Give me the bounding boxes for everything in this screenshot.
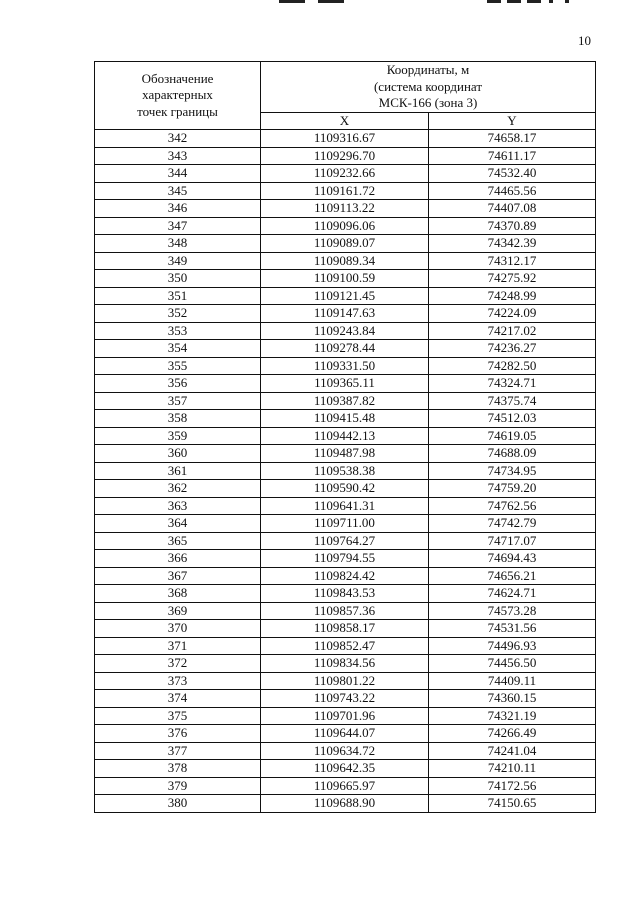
x-column-header: X (261, 112, 429, 130)
point-cell: 345 (95, 182, 261, 200)
table-row (95, 305, 596, 323)
y-coordinate-cell: 74496.93 (429, 637, 596, 655)
point-cell: 348 (95, 235, 261, 253)
x-coordinate-cell: 1109743.22 (261, 690, 429, 708)
table-row (95, 287, 596, 305)
x-coordinate-cell: 1109316.67 (261, 130, 429, 148)
table-row (95, 217, 596, 235)
y-coordinate-cell: 74241.04 (429, 742, 596, 760)
y-coordinate-cell: 74573.28 (429, 602, 596, 620)
x-coordinate-cell: 1109161.72 (261, 182, 429, 200)
table-row (95, 742, 596, 760)
y-coordinate-cell: 74342.39 (429, 235, 596, 253)
y-coordinate-cell: 74611.17 (429, 147, 596, 165)
point-cell: 362 (95, 480, 261, 498)
table-row (95, 550, 596, 568)
point-cell: 366 (95, 550, 261, 568)
table-row (95, 200, 596, 218)
table-row (95, 672, 596, 690)
points-header-line-1: Обозначение (141, 70, 214, 86)
point-cell: 355 (95, 357, 261, 375)
point-cell: 368 (95, 585, 261, 603)
y-coordinate-cell: 74759.20 (429, 480, 596, 498)
x-coordinate-cell: 1109641.31 (261, 497, 429, 515)
x-coordinate-cell: 1109764.27 (261, 532, 429, 550)
y-coordinate-cell: 74619.05 (429, 427, 596, 445)
point-cell: 347 (95, 217, 261, 235)
table-header (95, 62, 596, 130)
coords-header-line-1: Координаты, м (386, 62, 470, 77)
x-coordinate-cell: 1109113.22 (261, 200, 429, 218)
point-cell: 378 (95, 760, 261, 778)
point-cell: 369 (95, 602, 261, 620)
x-coordinate-cell: 1109121.45 (261, 287, 429, 305)
x-coordinate-cell: 1109387.82 (261, 392, 429, 410)
point-cell: 360 (95, 445, 261, 463)
table-row (95, 567, 596, 585)
point-cell: 375 (95, 707, 261, 725)
x-coordinate-cell: 1109232.66 (261, 165, 429, 183)
x-coordinate-cell: 1109794.55 (261, 550, 429, 568)
y-coordinate-cell: 74266.49 (429, 725, 596, 743)
point-cell: 356 (95, 375, 261, 393)
x-coordinate-cell: 1109538.38 (261, 462, 429, 480)
y-coordinate-cell: 74512.03 (429, 410, 596, 428)
table-row (95, 322, 596, 340)
x-coordinate-cell: 1109801.22 (261, 672, 429, 690)
table-row (95, 182, 596, 200)
y-coordinate-cell: 74694.43 (429, 550, 596, 568)
x-coordinate-cell: 1109642.35 (261, 760, 429, 778)
table-row (95, 410, 596, 428)
top-scan-marks (275, 0, 575, 4)
y-coordinate-cell: 74217.02 (429, 322, 596, 340)
table-row (95, 375, 596, 393)
point-cell: 359 (95, 427, 261, 445)
point-cell: 376 (95, 725, 261, 743)
x-coordinate-cell: 1109858.17 (261, 620, 429, 638)
table-row (95, 462, 596, 480)
y-coordinate-cell: 74360.15 (429, 690, 596, 708)
table-row (95, 690, 596, 708)
table-row (95, 270, 596, 288)
y-coordinate-cell: 74210.11 (429, 760, 596, 778)
y-coordinate-cell: 74762.56 (429, 497, 596, 515)
table-row (95, 637, 596, 655)
point-cell: 377 (95, 742, 261, 760)
coordinates-group-header (261, 62, 596, 113)
y-coordinate-cell: 74282.50 (429, 357, 596, 375)
y-coordinate-cell: 74150.65 (429, 795, 596, 813)
y-coordinate-cell: 74624.71 (429, 585, 596, 603)
y-coordinate-cell: 74224.09 (429, 305, 596, 323)
table-row (95, 480, 596, 498)
y-coordinate-cell: 74370.89 (429, 217, 596, 235)
x-coordinate-cell: 1109634.72 (261, 742, 429, 760)
point-cell: 343 (95, 147, 261, 165)
point-cell: 372 (95, 655, 261, 673)
point-cell: 342 (95, 130, 261, 148)
x-coordinate-cell: 1109644.07 (261, 725, 429, 743)
point-cell: 353 (95, 322, 261, 340)
point-cell: 350 (95, 270, 261, 288)
point-cell: 346 (95, 200, 261, 218)
point-cell: 344 (95, 165, 261, 183)
y-coordinate-cell: 74688.09 (429, 445, 596, 463)
table-row (95, 725, 596, 743)
x-coordinate-cell: 1109701.96 (261, 707, 429, 725)
x-coordinate-cell: 1109296.70 (261, 147, 429, 165)
table-row (95, 707, 596, 725)
table-row (95, 340, 596, 358)
point-cell: 371 (95, 637, 261, 655)
x-coordinate-cell: 1109089.07 (261, 235, 429, 253)
y-coordinate-cell: 74409.11 (429, 672, 596, 690)
x-coordinate-cell: 1109089.34 (261, 252, 429, 270)
table-row (95, 165, 596, 183)
coords-header-line-2: (система координат (373, 78, 483, 94)
y-coordinate-cell: 74407.08 (429, 200, 596, 218)
table-row (95, 427, 596, 445)
x-coordinate-cell: 1109824.42 (261, 567, 429, 585)
table-row (95, 777, 596, 795)
x-coordinate-cell: 1109147.63 (261, 305, 429, 323)
points-header-line-2: характерных (142, 87, 213, 103)
y-coordinate-cell: 74236.27 (429, 340, 596, 358)
point-cell: 365 (95, 532, 261, 550)
points-header-line-3: точек границы (137, 103, 218, 119)
point-cell: 379 (95, 777, 261, 795)
table-row (95, 585, 596, 603)
y-coordinate-cell: 74312.17 (429, 252, 596, 270)
boundary-points-table (94, 61, 596, 813)
y-coordinate-cell: 74375.74 (429, 392, 596, 410)
table-row (95, 760, 596, 778)
point-cell: 358 (95, 410, 261, 428)
point-cell: 361 (95, 462, 261, 480)
point-cell: 373 (95, 672, 261, 690)
x-coordinate-cell: 1109688.90 (261, 795, 429, 813)
page-number: 10 (578, 33, 591, 48)
table-row (95, 795, 596, 813)
y-coordinate-cell: 74742.79 (429, 515, 596, 533)
y-coordinate-cell: 74321.19 (429, 707, 596, 725)
y-coordinate-cell: 74172.56 (429, 777, 596, 795)
y-column-header: Y (429, 112, 596, 130)
x-coordinate-cell: 1109487.98 (261, 445, 429, 463)
table-row (95, 147, 596, 165)
y-coordinate-cell: 74658.17 (429, 130, 596, 148)
x-coordinate-cell: 1109857.36 (261, 602, 429, 620)
x-coordinate-cell: 1109665.97 (261, 777, 429, 795)
y-coordinate-cell: 74456.50 (429, 655, 596, 673)
x-coordinate-cell: 1109331.50 (261, 357, 429, 375)
y-coordinate-cell: 74324.71 (429, 375, 596, 393)
y-coordinate-cell: 74734.95 (429, 462, 596, 480)
x-coordinate-cell: 1109590.42 (261, 480, 429, 498)
x-coordinate-cell: 1109843.53 (261, 585, 429, 603)
table-row (95, 532, 596, 550)
table-body (95, 130, 596, 813)
x-coordinate-cell: 1109243.84 (261, 322, 429, 340)
x-coordinate-cell: 1109852.47 (261, 637, 429, 655)
point-cell: 364 (95, 515, 261, 533)
x-coordinate-cell: 1109834.56 (261, 655, 429, 673)
y-coordinate-cell: 74248.99 (429, 287, 596, 305)
x-coordinate-cell: 1109711.00 (261, 515, 429, 533)
y-coordinate-cell: 74532.40 (429, 165, 596, 183)
point-cell: 370 (95, 620, 261, 638)
point-cell: 351 (95, 287, 261, 305)
table-row (95, 515, 596, 533)
table-row (95, 252, 596, 270)
point-cell: 349 (95, 252, 261, 270)
coords-header-line-3: МСК-166 (зона 3) (378, 95, 478, 110)
table-row (95, 655, 596, 673)
table-row (95, 392, 596, 410)
table-row (95, 602, 596, 620)
x-coordinate-cell: 1109278.44 (261, 340, 429, 358)
points-column-header (95, 62, 261, 130)
x-coordinate-cell: 1109442.13 (261, 427, 429, 445)
point-cell: 357 (95, 392, 261, 410)
table-row (95, 445, 596, 463)
x-coordinate-cell: 1109415.48 (261, 410, 429, 428)
y-coordinate-cell: 74717.07 (429, 532, 596, 550)
y-coordinate-cell: 74531.56 (429, 620, 596, 638)
table-row (95, 497, 596, 515)
table-row (95, 130, 596, 148)
y-coordinate-cell: 74656.21 (429, 567, 596, 585)
x-coordinate-cell: 1109365.11 (261, 375, 429, 393)
point-cell: 352 (95, 305, 261, 323)
point-cell: 367 (95, 567, 261, 585)
y-coordinate-cell: 74275.92 (429, 270, 596, 288)
table-row (95, 235, 596, 253)
point-cell: 380 (95, 795, 261, 813)
x-coordinate-cell: 1109100.59 (261, 270, 429, 288)
point-cell: 354 (95, 340, 261, 358)
table-row (95, 620, 596, 638)
x-coordinate-cell: 1109096.06 (261, 217, 429, 235)
point-cell: 374 (95, 690, 261, 708)
point-cell: 363 (95, 497, 261, 515)
y-coordinate-cell: 74465.56 (429, 182, 596, 200)
table-row (95, 357, 596, 375)
